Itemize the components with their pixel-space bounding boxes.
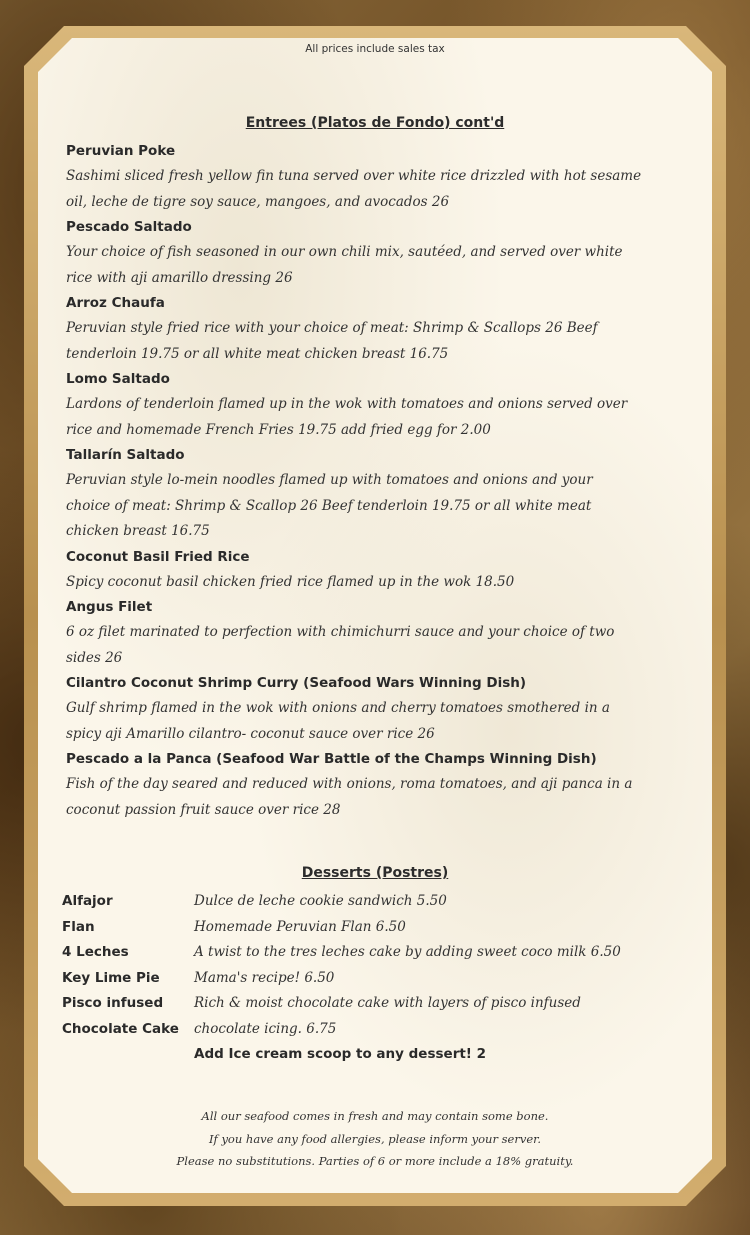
dessert-description: Dulce de leche cookie sandwich 5.50 [194, 893, 447, 909]
entrees-heading: Entrees (Platos de Fondo) cont'd [245, 115, 505, 131]
item-description-line: rice with aji amarillo dressing 26 [66, 269, 293, 286]
menu-item [66, 367, 706, 443]
item-description-line: Gulf shrimp flamed in the wok with onions and cherry tomatoes smothered in a [66, 700, 610, 716]
item-description-line: 6 oz filet marinated to perfection with chimichurri sauce and your choice of two [66, 624, 615, 640]
dessert-name: Alfajor [62, 893, 113, 909]
footer-line: Please no substitutions. Parties of 6 or more include a 18% gratuity. [176, 1154, 574, 1168]
menu-item [66, 545, 706, 596]
item-name: Tallarín Saltado [66, 447, 185, 463]
dessert-row [62, 966, 712, 992]
item-description-line: Your choice of fish seasoned in our own chili mix, sautéed, and served over white [66, 244, 623, 260]
item-description-line: Spicy coconut basil chicken fried rice flamed up in the wok 18.50 [66, 573, 515, 590]
item-description-line: Lardons of tenderloin flamed up in the wok with tomatoes and onions served over [66, 396, 628, 412]
dessert-row [62, 889, 712, 915]
dessert-name: 4 Leches [62, 944, 129, 960]
item-name: Lomo Saltado [66, 371, 170, 387]
dessert-row [62, 991, 712, 1017]
desserts-heading: Desserts (Postres) [301, 865, 449, 881]
dessert-description: Mama's recipe! 6.50 [194, 969, 335, 986]
footer-notes [0, 1105, 750, 1173]
item-name: Pescado a la Panca (Seafood War Battle of the Champs Winning Dish) [66, 751, 597, 767]
item-name: Peruvian Poke [66, 143, 176, 159]
dessert-name: Pisco infused [62, 995, 164, 1011]
item-name: Angus Filet [66, 599, 153, 615]
item-description-line: Peruvian style lo-mein noodles flamed up with tomatoes and onions and your [66, 472, 593, 488]
dessert-spacer [62, 1042, 194, 1068]
desserts-table [62, 889, 712, 1068]
menu-item [66, 215, 706, 291]
item-description-line: chicken breast 16.75 [66, 523, 210, 539]
menu-item [66, 139, 706, 215]
item-description-line: oil, leche de tigre soy sauce, mangoes, and avocados 26 [66, 193, 450, 210]
item-description-line: coconut passion fruit sauce over rice 28 [66, 801, 341, 818]
tax-note: All prices include sales tax [305, 43, 445, 55]
item-description-line: tenderloin 19.75 or all white meat chicken breast 16.75 [66, 345, 449, 362]
item-name: Cilantro Coconut Shrimp Curry (Seafood Wars Winning Dish) [66, 675, 527, 691]
menu-item [66, 595, 706, 671]
menu-item [66, 291, 706, 367]
dessert-description: chocolate icing. 6.75 [194, 1020, 337, 1037]
dessert-row [62, 915, 712, 941]
item-description-line: Fish of the day seared and reduced with onions, roma tomatoes, and aji panca in a [66, 776, 633, 792]
menu-item [66, 443, 706, 545]
item-name: Arroz Chaufa [66, 295, 165, 311]
item-description-line: rice and homemade French Fries 19.75 add fried egg for 2.00 [66, 421, 491, 438]
menu-item [66, 747, 706, 823]
item-description-line: choice of meat: Shrimp & Scallop 26 Beef tenderloin 19.75 or all white meat [66, 497, 592, 514]
dessert-row [62, 940, 712, 966]
item-description-line: Sashimi sliced fresh yellow fin tuna served over white rice drizzled with hot sesame [66, 168, 642, 184]
dessert-description: Rich & moist chocolate cake with layers of pisco infused [194, 995, 581, 1011]
dessert-name: Flan [62, 918, 95, 935]
item-description-line: Peruvian style fried rice with your choice of meat: Shrimp & Scallops 26 Beef [66, 320, 598, 336]
entrees-list [66, 139, 706, 823]
dessert-name: Chocolate Cake [62, 1020, 179, 1037]
dessert-description: Homemade Peruvian Flan 6.50 [194, 918, 406, 935]
item-name: Pescado Saltado [66, 219, 192, 235]
dessert-addon-row [62, 1042, 712, 1068]
item-description-line: spicy aji Amarillo cilantro- coconut sauce over rice 26 [66, 725, 435, 742]
item-description-line: sides 26 [66, 649, 123, 666]
footer-line: If you have any food allergies, please inform your server. [208, 1131, 542, 1146]
dessert-row [62, 1017, 712, 1043]
dessert-description: A twist to the tres leches cake by adding sweet coco milk 6.50 [194, 944, 621, 960]
footer-line: All our seafood comes in fresh and may contain some bone. [201, 1109, 549, 1123]
dessert-addon-note: Add Ice cream scoop to any dessert! 2 [194, 1046, 487, 1062]
item-name: Coconut Basil Fried Rice [66, 548, 250, 565]
dessert-name: Key Lime Pie [62, 969, 160, 986]
menu-item [66, 671, 706, 747]
